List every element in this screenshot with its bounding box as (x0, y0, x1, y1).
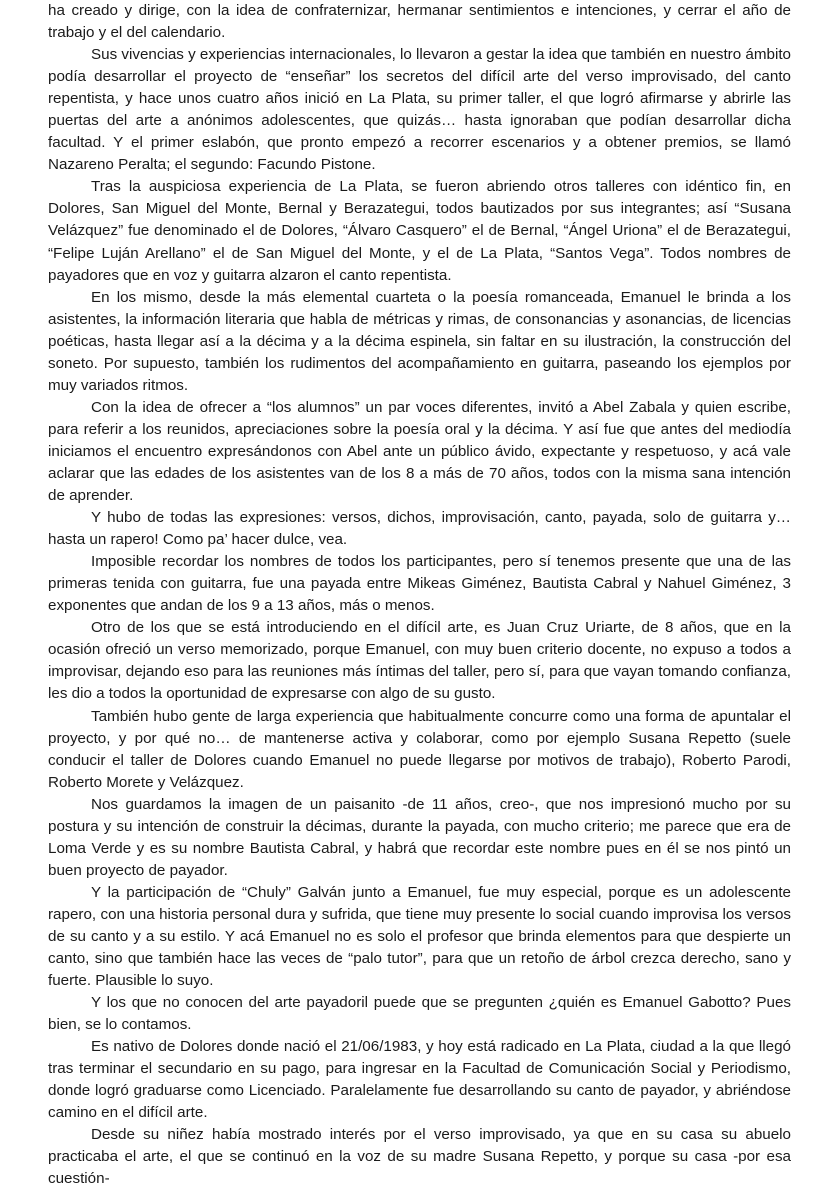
paragraph: Tras la auspiciosa experiencia de La Plata, se fueron abriendo otros talleres con idéntico fin, en Dolores, San Miguel del Monte, Bernal y Berazategui, todos bautizados por sus integrantes; así “Susana Velázquez” fue denominado el de Dolores, “Álvaro Casquero” el de Bernal, “Ángel Uriona” el de Berazategui, “Felipe Luján Arellano” el de San Miguel del Monte, y el de La Plata, “Santos Vega”. Todos nombres de payadores que en voz y guitarra alzaron el canto repentista. (48, 178, 791, 284)
article-body (48, 0, 791, 1191)
paragraph: Es nativo de Dolores donde nació el 21/06/1983, y hoy está radicado en La Plata, ciudad a la que llegó tras terminar el secundario en su pago, para ingresar en la Facultad de Comunicación Social y Periodismo, donde logró graduarse como Licenciado. Paralelamente fue desarrollando su canto de payador, y abriéndose camino en el difícil arte. (48, 1038, 791, 1122)
paragraph: Y los que no conocen del arte payadoril puede que se pregunten ¿quién es Emanuel Gabotto? Pues bien, se lo contamos. (48, 994, 791, 1034)
paragraph: Otro de los que se está introduciendo en el difícil arte, es Juan Cruz Uriarte, de 8 años, que en la ocasión ofreció un verso memorizado, porque Emanuel, con muy buen criterio docente, no expuso a todos a improvisar, dejando eso para las reuniones más íntimas del taller, pero sí, para que vayan tomando confianza, les dio a todos la oportunidad de expresarse con algo de su gusto. (48, 619, 791, 703)
paragraph: También hubo gente de larga experiencia que habitualmente concurre como una forma de apuntalar el proyecto, y por qué no… de mantenerse activa y colaborar, como por ejemplo Susana Repetto (suele conducir el taller de Dolores cuando Emanuel no puede llegarse por motivos de trabajo), Roberto Parodi, Roberto Morete y Velázquez. (48, 707, 791, 791)
paragraph: En los mismo, desde la más elemental cuarteta o la poesía romanceada, Emanuel le brinda a los asistentes, la información literaria que habla de métricas y rimas, de consonancias y asonancias, de licencias poéticas, hasta llegar así a la décima y a la décima espinela, sin faltar en su ilustración, la construcción del soneto. Por supuesto, también los rudimentos del acompañamiento en guitarra, paseando los ejemplos por muy variados ritmos. (48, 288, 791, 394)
paragraph: ha creado y dirige, con la idea de confraternizar, hermanar sentimientos e intenciones, y cerrar el año de trabajo y el del calendario. (48, 2, 791, 42)
paragraph: Sus vivencias y experiencias internacionales, lo llevaron a gestar la idea que también en nuestro ámbito podía desarrollar el proyecto de “enseñar” los secretos del difícil arte del verso improvisado, del canto repentista, y hace unos cuatro años inició en La Plata, su primer taller, el que logró afirmarse y abrirle las puertas del arte a anónimos adolescentes, que quizás… hasta ignoraban que podían desarrollar dicha facultad. Y el primer eslabón, que pronto empezó a recorrer escenarios y a obtener premios, se llamó Nazareno Peralta; el segundo: Facundo Pistone. (48, 46, 791, 174)
paragraph: Y hubo de todas las expresiones: versos, dichos, improvisación, canto, payada, solo de guitarra y… hasta un rapero! Como pa’ hacer dulce, vea. (48, 509, 791, 549)
paragraph: Con la idea de ofrecer a “los alumnos” un par voces diferentes, invitó a Abel Zabala y quien escribe, para referir a los reunidos, apreciaciones sobre la poesía oral y la décima. Y así fue que antes del mediodía iniciamos el encuentro expresándonos con Abel ante un público ávido, expectante y respetuoso, y acá vale aclarar que las edades de los asistentes van de los 8 a más de 70 años, todos con la misma sana intención de aprender. (48, 398, 791, 505)
paragraph: Nos guardamos la imagen de un paisanito -de 11 años, creo-, que nos impresionó mucho por su postura y su intención de construir la décimas, durante la payada, con mucho criterio; me parece que era de Loma Verde y es su nombre Bautista Cabral, y habrá que recordar este nombre pues en él se nos pintó un buen proyecto de payador. (48, 795, 791, 879)
paragraph: Imposible recordar los nombres de todos los participantes, pero sí tenemos presente que una de las primeras tenida con guitarra, fue una payada entre Mikeas Giménez, Bautista Cabral y Nahuel Giménez, 3 exponentes que andan de los 9 a 13 años, más o menos. (48, 553, 791, 615)
paragraph: Y la participación de “Chuly” Galván junto a Emanuel, fue muy especial, porque es un adolescente rapero, con una historia personal dura y sufrida, que tiene muy presente lo social cuando improvisa los versos de su canto y a su estilo. Y acá Emanuel no es solo el profesor que brinda elementos para que despierte un canto, sino que también hace las veces de “palo tutor”, para que un retoño de árbol crezca derecho, sano y fuerte. Plausible lo suyo. (48, 883, 791, 990)
paragraph: Desde su niñez había mostrado interés por el verso improvisado, ya que en su casa su abuelo practicaba el arte, el que se continuó en la voz de su madre Susana Repetto, y porque su casa -por esa cuestión- (48, 1126, 791, 1188)
